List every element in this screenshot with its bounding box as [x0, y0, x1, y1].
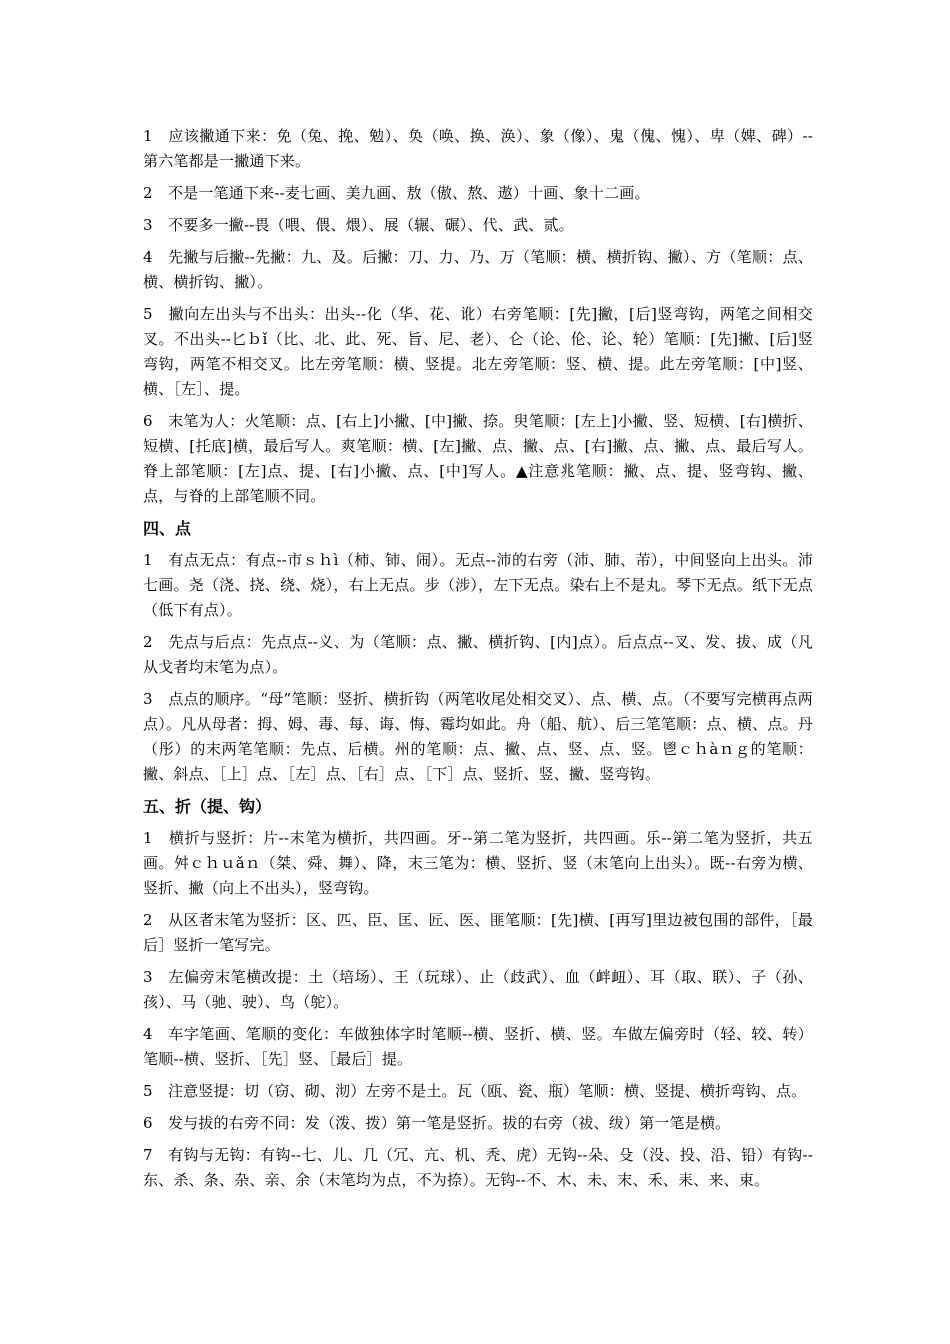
- document-page: [143, 124, 813, 1200]
- section-heading: 五、折（提、钩）: [143, 797, 272, 816]
- paragraph: 3 左偏旁末笔横改提：土（培场）、王（玩球）、止（歧武）、血（衅衄）、耳（取、联）、子（孙、孩）、马（驰、驶）、鸟（鸵）。: [143, 968, 813, 1011]
- paragraph: 1 有点无点：有点--市ｓｈì（柿、铈、闹）。无点--沛的右旁（沛、肺、芾），中间竖向上出头。沛七画。尧（浇、挠、绕、烧），右上无点。步（涉），左下无点。染右上不是丸。琴下无点。纸下无点（低下有点）。: [143, 551, 813, 619]
- paragraph: 3 不要多一撇--畏（喂、偎、煨）、展（辗、碾）、代、武、贰。: [143, 216, 574, 234]
- paragraph: 4 车字笔画、笔顺的变化：车做独体字时笔顺--横、竖折、横、竖。车做左偏旁时（轻、较、转）笔顺--横、竖折、［先］竖、［最后］提。: [143, 1025, 813, 1068]
- paragraph: 4 先撇与后撇--先撇：九、及。后撇：刀、力、乃、万（笔顺：横、横折钩、撇）、方（笔顺：点、横、横折钩、撇）。: [143, 248, 813, 291]
- paragraph: 3 点点的顺序。“母”笔顺：竖折、横折钩（两笔收尾处相交叉）、点、横、点。（不要写完横再点两点）。凡从母者：拇、姆、毒、每、诲、悔、霉均如此。舟（船、航）、后三笔笔顺：点、横、点。丹（彤）的末两笔笔顺：先点、后横。州的笔顺：点、撇、点、竖、点、竖。鬯ｃｈàｎｇ的笔顺：撇、斜点、［上］点、［左］点、［右］点、［下］点、竖折、竖、撇、竖弯钩。: [143, 690, 813, 783]
- paragraph: 5 注意竖提：切（窃、砌、沏）左旁不是土。瓦（瓯、瓷、瓶）笔顺：横、竖提、横折弯钩、点。: [143, 1082, 807, 1100]
- paragraph: 6 发与拔的右旁不同：发（泼、拨）第一笔是竖折。拔的右旁（祓、绂）第一笔是横。: [143, 1114, 731, 1132]
- paragraph: 1 应该撇通下来：免（兔、挽、勉）、奂（唤、换、涣）、象（像）、鬼（傀、愧）、卑（婢、碑）--第六笔都是一撇通下来。: [143, 127, 813, 170]
- paragraph: 6 末笔为人：火笔顺：点、[右上]小撇、[中]撇、捺。臾笔顺：[左上]小撇、竖、短横、[右]横折、短横、[托底]横，最后写人。爽笔顺：横、[左]撇、点、撇、点、[右]撇、点、撇、点、最后写人。脊上部笔顺：[左]点、提、[右]小撇、点、[中]写人。▲注意兆笔顺：撇、点、提、竖弯钩、撇、点，与脊的上部笔顺不同。: [143, 412, 813, 505]
- paragraph: 1 横折与竖折：片--末笔为横折，共四画。牙--第二笔为竖折，共四画。乐--第二笔为竖折，共五画。舛ｃｈｕǎｎ（桀、舜、舞）、降，末三笔为：横、竖折、竖（末笔向上出头）。既--右旁为横、竖折、撇（向上不出头），竖弯钩。: [143, 829, 813, 897]
- paragraph: 5 撇向左出头与不出头：出头--化（华、花、讹）右旁笔顺：[先]撇，[后]竖弯钩，两笔之间相交叉。不出头--匕ｂǐ（比、北、此、死、旨、尼、老）、仑（论、伦、论、轮）笔顺：[先]撇、[后]竖弯钩，两笔不相交叉。比左旁笔顺：横、竖提。北左旁笔顺：竖、横、提。此左旁笔顺：[中]竖、横、［左］、提。: [143, 305, 813, 398]
- paragraph: 2 不是一笔通下来--麦七画、美九画、敖（傲、熬、遨）十画、象十二画。: [143, 184, 650, 202]
- paragraph: 2 从区者末笔为竖折：区、匹、臣、匡、匠、医、匪笔顺：[先]横、[再写]里边被包围的部件，［最后］竖折一笔写完。: [143, 911, 813, 954]
- paragraph: 7 有钩与无钩：有钩--七、儿、几（冗、亢、机、秃、虎）无钩--朵、殳（没、投、沿、铅）有钩--东、杀、条、杂、亲、余（末笔均为点，不为捺）。无钩--不、木、未、末、禾、耒、来、束。: [143, 1146, 813, 1189]
- section-heading: 四、点: [143, 519, 192, 538]
- paragraph: 2 先点与后点：先点点--义、为（笔顺：点、撇、横折钩、[内]点）。后点点--叉、发、拔、成（凡从戈者均末笔为点）。: [143, 633, 813, 676]
